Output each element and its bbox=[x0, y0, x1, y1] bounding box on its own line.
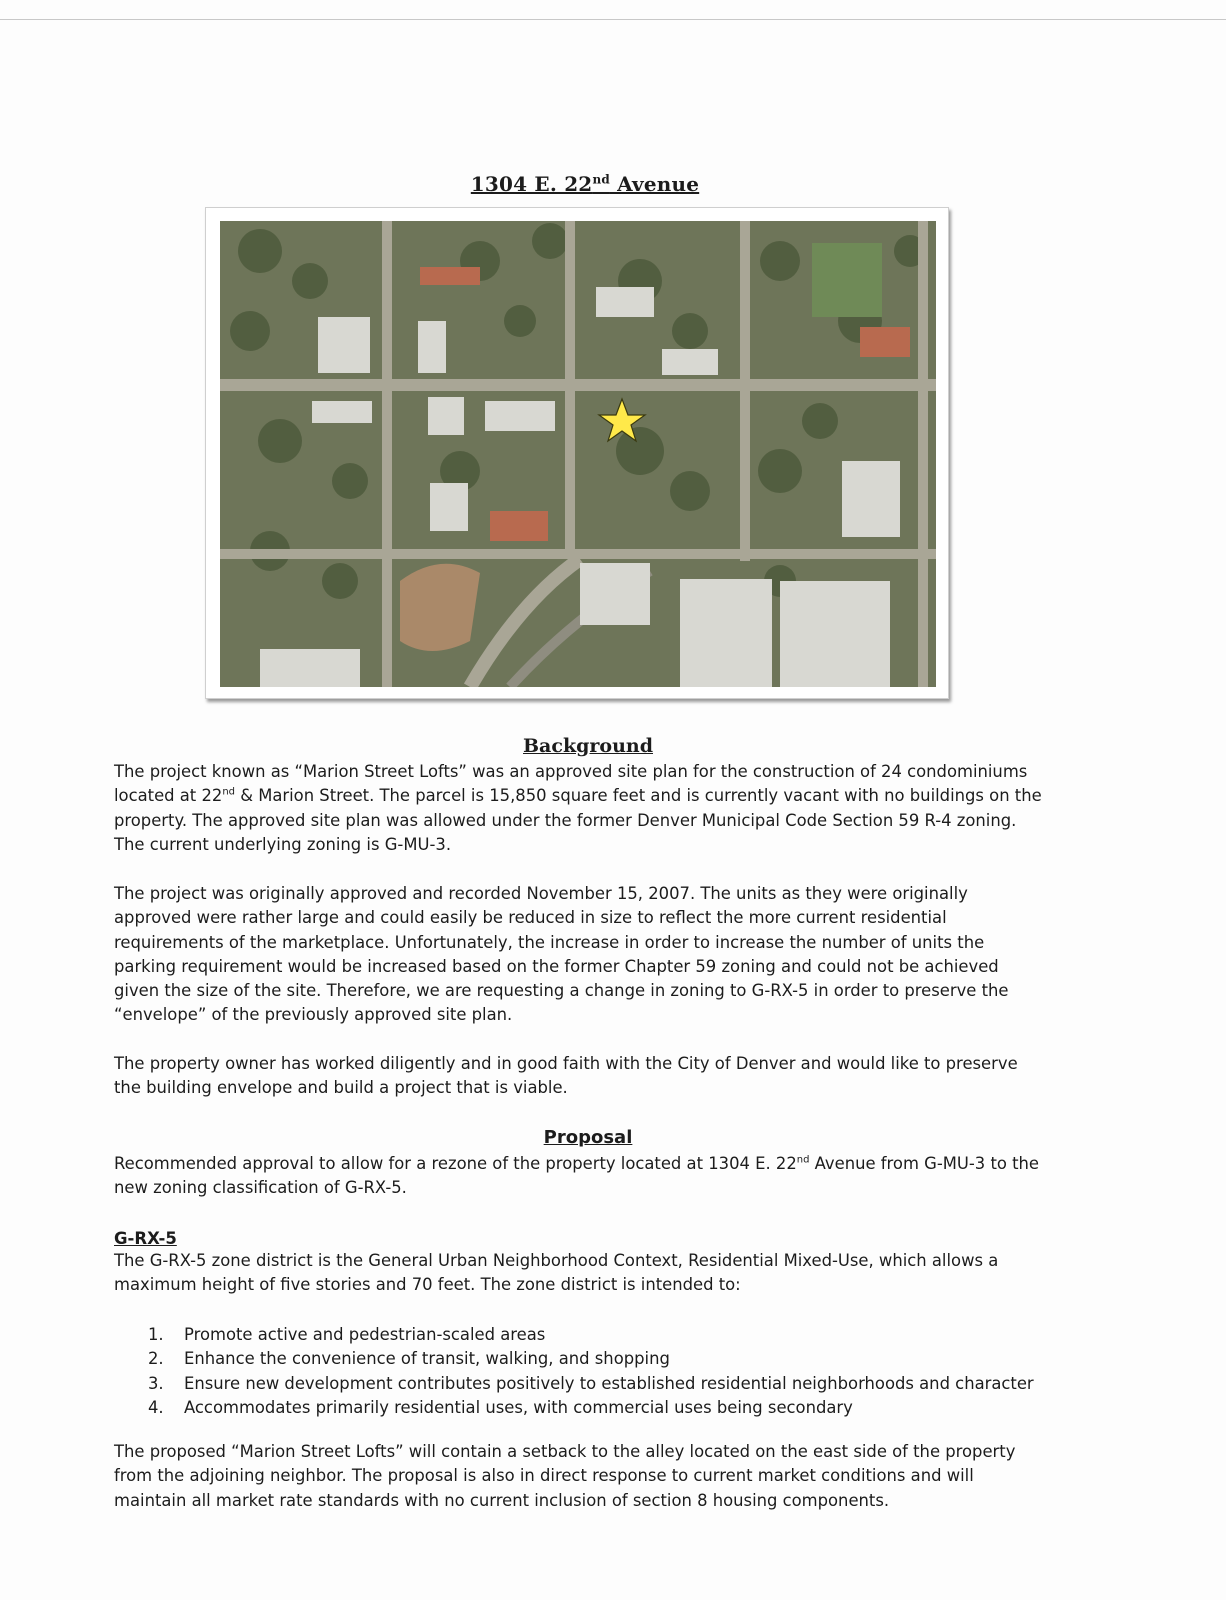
zone-heading: G-RX-5 bbox=[114, 1229, 177, 1248]
background-paragraph-3: The property owner has worked diligently and in good faith with the City of Denver and would like to preserve the building envelope and build a project that is viable. bbox=[114, 1054, 1018, 1098]
proposal-heading: Proposal bbox=[543, 1127, 633, 1148]
closing-paragraph: The proposed “Marion Street Lofts” will contain a setback to the alley located on the east side of the property from the adjoining neighbor. The proposal is also in direct response to current market conditions and will maintain all market rate standards with no current inclusion of section 8 housing components. bbox=[114, 1442, 1016, 1510]
page-title: 1304 E. 22nd Avenue bbox=[470, 172, 700, 196]
aerial-map bbox=[205, 207, 949, 699]
zone-goal-list bbox=[148, 1323, 1034, 1420]
proposal-paragraph: Recommended approval to allow for a rezone of the property located at 1304 E. 22nd Avenue from G-MU-3 to the new zoning classification of G-RX-5. bbox=[114, 1154, 1040, 1198]
list-item: 4. Accommodates primarily residential uses, with commercial uses being secondary bbox=[148, 1397, 853, 1417]
list-item: 2. Enhance the convenience of transit, walking, and shopping bbox=[148, 1349, 670, 1369]
list-item: 3. Ensure new development contributes positively to established residential neighborhoods and character bbox=[148, 1373, 1034, 1393]
background-paragraph-2: The project was originally approved and recorded November 15, 2007. The units as they were originally approved were rather large and could easily be reduced in size to reflect the more current residential requirements of the marketplace. Unfortunately, the increase in order to increase the number of units the parking requirement would be increased based on the former Chapter 59 zoning and could not be achieved given the size of the site. Therefore, we are requesting a change in zoning to G-RX-5 in order to preserve the “envelope” of the previously approved site plan. bbox=[114, 884, 1009, 1025]
aerial-map-image bbox=[220, 221, 936, 687]
background-paragraph-1: The project known as “Marion Street Lofts” was an approved site plan for the construction of 24 condominiums located at 22nd & Marion Street. The parcel is 15,850 square feet and is currently vacant with no buildings on the property. The approved site plan was allowed under the former Denver Municipal Code Section 59 R-4 zoning. The current underlying zoning is G-MU-3. bbox=[114, 762, 1042, 854]
list-item: 1. Promote active and pedestrian-scaled areas bbox=[148, 1325, 546, 1344]
zone-intro: The G-RX-5 zone district is the General Urban Neighborhood Context, Residential Mixed-Use, which allows a maximum height of five stories and 70 feet. The zone district is intended to: bbox=[114, 1251, 999, 1295]
background-heading: Background bbox=[523, 735, 653, 757]
scan-edge-line bbox=[0, 19, 1226, 20]
